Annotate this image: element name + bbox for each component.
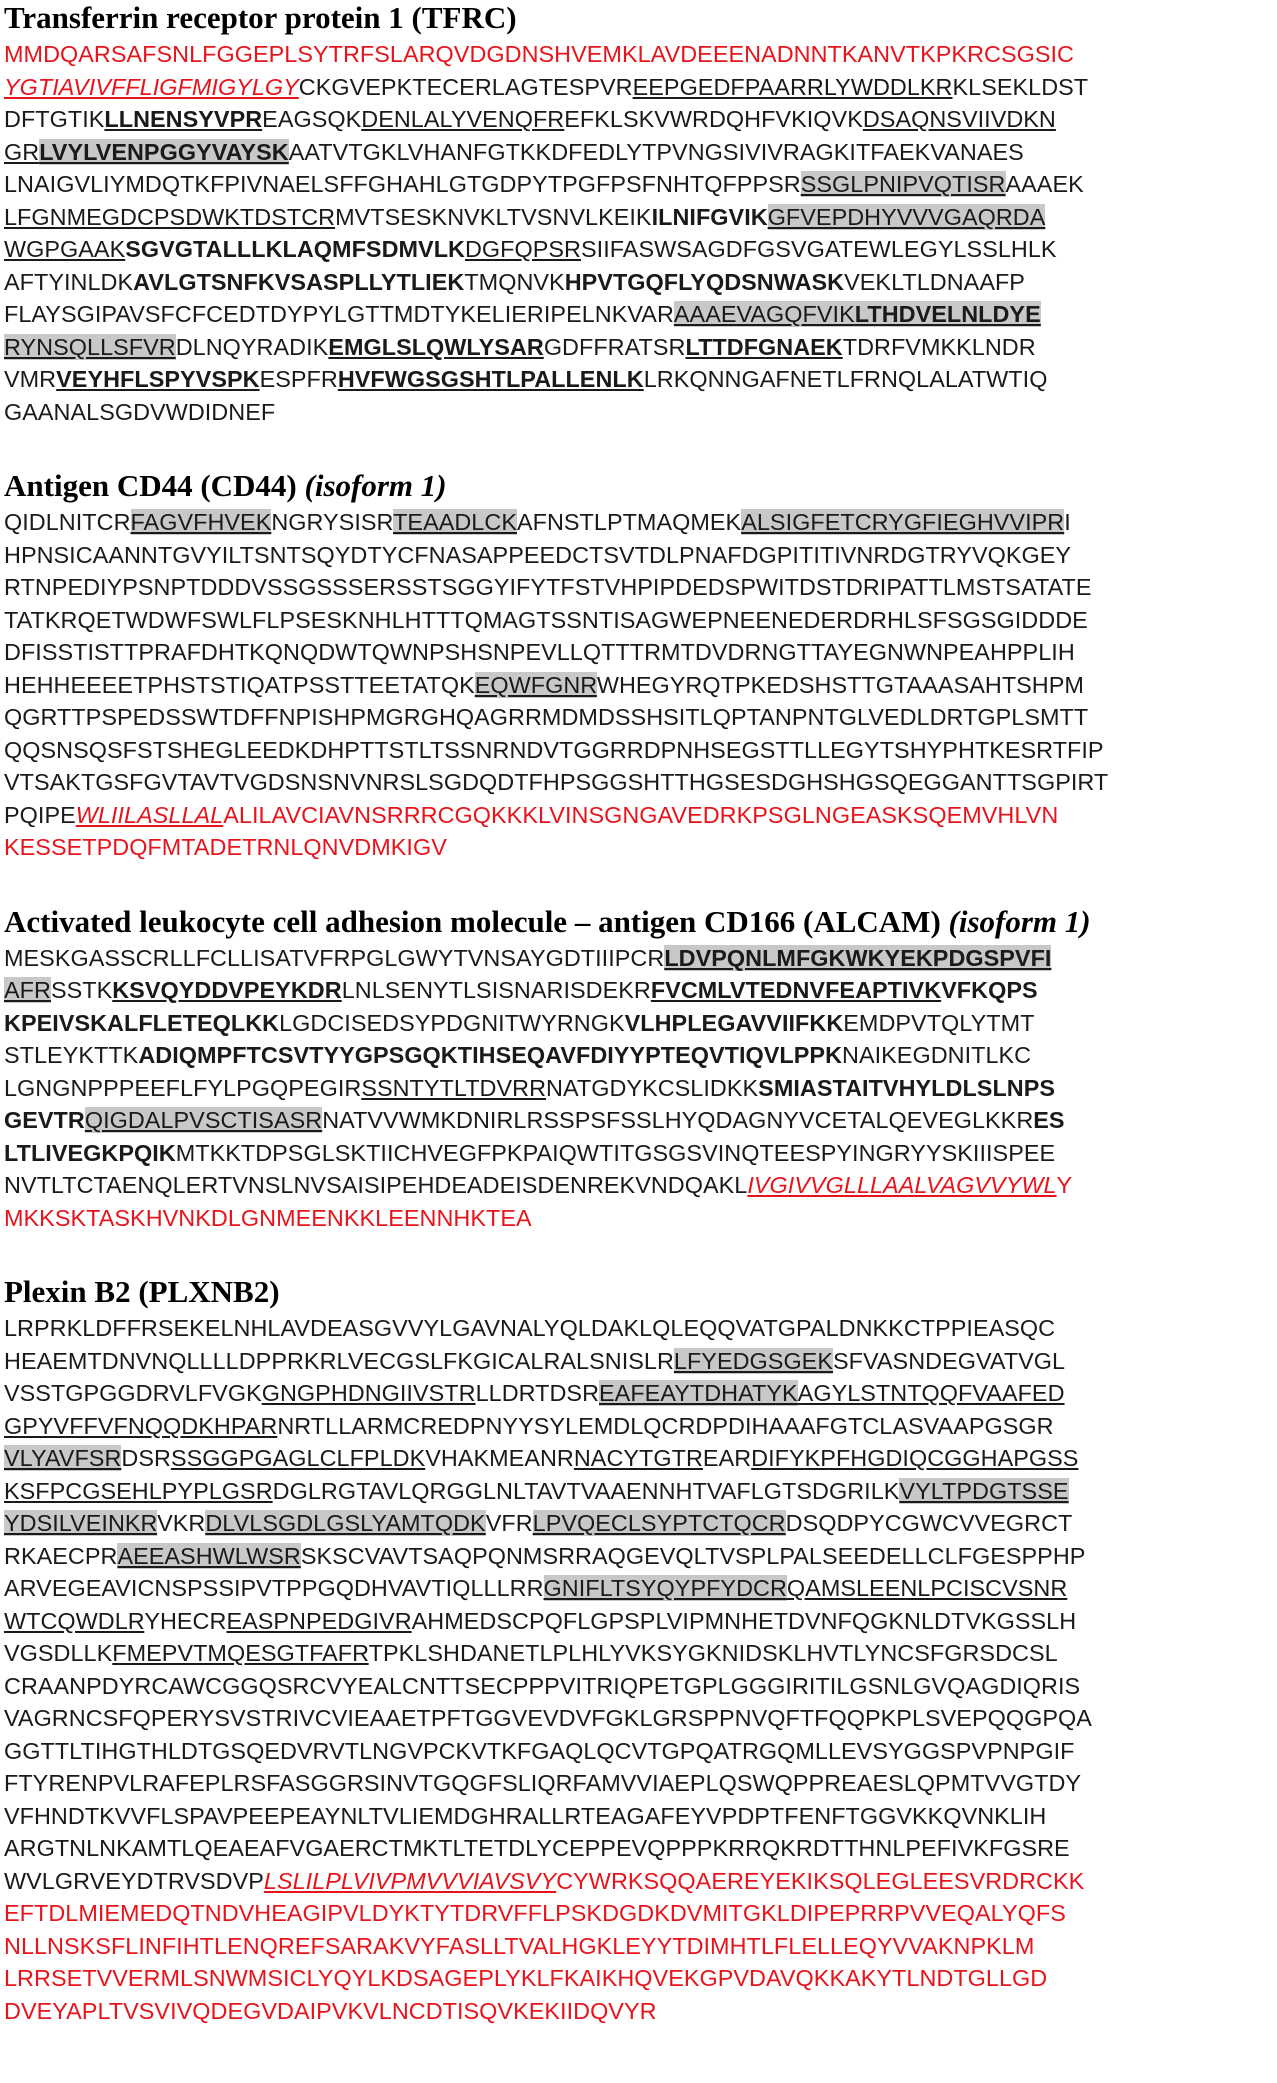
- sequence-segment: HEHHEEEETPHSTSTIQATPSSTTEETATQK: [4, 671, 475, 698]
- sequence-segment: GDFFRATSR: [543, 333, 686, 360]
- sequence-segment: DFISSTISTTPRAFDHTKQNQDWTQWNPSHSNPEVLLQTTTRMTDVDRNGTTAYEGNWNPEAHPPLIH: [4, 639, 1075, 665]
- bold-peptide: SGVGTALLLKLAQMFSDMVLK: [125, 236, 465, 262]
- bold-peptide: ILNIFGVIK: [651, 203, 768, 230]
- sequence-segment: MVTSESKNVKLTVSNVLKEIK: [335, 203, 652, 230]
- sequence-segment: NRTLLARMCREDPNYYSYLEMDLQCRDPDIHAAAFGTCLASVAAPGSGR: [277, 1412, 1054, 1439]
- sequence-segment: VTSAKTGSFGVTAVTVGDSNSNVNRSLSGDQDTFHPSGGSHTTHGSESDGHSHGSQEGGANTTSGPIRT: [4, 769, 1109, 795]
- sequence-segment: SFVASNDEGVATVGL: [833, 1347, 1066, 1374]
- sequence-segment: NATVVWMKDNIRLRSSPSFSSLHYQDAGNYVCETALQEVEGLKKR: [322, 1107, 1034, 1133]
- sequence-segment: RTNPEDIYPSNPTDDDVSSGSSSERSSTSGGYIFYTFSTVHPIPDEDSPWITDSTDRIPATTLMSTSATATE: [4, 574, 1092, 600]
- identified-peptide: TEAADLCK: [393, 509, 517, 535]
- identified-peptide: DLVLSGDLGSLYAMTQDK: [205, 1510, 486, 1536]
- sequence-line: [4, 1007, 1277, 1040]
- protein-section-cd44: [0, 466, 1277, 864]
- identified-peptide: FMEPVTMQESGTFAFR: [112, 1640, 369, 1666]
- sequence-segment: VHAKMEANR: [425, 1445, 574, 1471]
- transmembrane-segment: IVGIVVGLLLAALVAGVVYWL: [747, 1172, 1057, 1198]
- sequence-line: [4, 1800, 1277, 1833]
- bold-peptide: ES: [1033, 1107, 1065, 1133]
- sequence-segment: EAR: [702, 1445, 752, 1471]
- sequence-line: [4, 1377, 1277, 1410]
- sequence-segment: DSQDPYCGWCVVEGRCT: [785, 1510, 1073, 1536]
- identified-peptide: DGFQPSR: [464, 236, 581, 262]
- sequence-line: [4, 1104, 1277, 1137]
- sequence-segment: VGSDLLK: [4, 1640, 113, 1666]
- sequence-segment: TATKRQETWDWFSWLFLPSESKNHLHTTTQMAGTSSNTISAGWEPNEENEDERDRHLSFSGSGIDDDE: [4, 606, 1088, 633]
- sequence-segment: SSTK: [50, 977, 113, 1003]
- sequence-segment: VMR: [4, 366, 57, 392]
- cytoplasmic-segment: LRRSETVVERMLSNWMSICLYQYLKDSAGEPLYKLFKAIKHQVEKGPVDAVQKKAKYTLNDTGLLGD: [4, 1965, 1048, 1991]
- bold-peptide: ADIQMPFTCSVTYYGPSGQKTIHSEQAVFDIYYPTEQVTIQVLPPK: [138, 1042, 843, 1068]
- sequence-line: [4, 1169, 1277, 1202]
- sequence-line: [4, 1832, 1277, 1865]
- sequence-segment: NATGDYKCSLIDKK: [546, 1074, 759, 1101]
- sequence-line: [4, 136, 1277, 169]
- identified-peptide: WGPGAAK: [4, 236, 126, 262]
- sequence-line: [4, 1475, 1277, 1508]
- sequence-line: [4, 669, 1277, 702]
- identified-peptide: VEYHFLSPYVSPK: [56, 366, 260, 392]
- sequence-line: [4, 974, 1277, 1007]
- cytoplasmic-segment: MKKSKTASKHVNKDLGNMEENKKLEENNHKTEA: [4, 1204, 532, 1231]
- identified-peptide: AAAEVAGQFVIK: [673, 301, 855, 327]
- identified-peptide: LFGNMEGDCPSDWKTDSTCR: [4, 203, 336, 230]
- cytoplasmic-segment: DVEYAPLTVSVIVQDEGVDAIPVKVLNCDTISQVKEKIIDQVYR: [4, 1997, 657, 2024]
- sequence-line: [4, 331, 1277, 364]
- identified-peptide: KSVQYDDVPEYKDR: [112, 977, 342, 1003]
- protein-title: Transferrin receptor protein 1 (TFRC): [4, 0, 517, 35]
- identified-peptide: FVCMLVTEDNVFEAPTIVK: [650, 977, 942, 1003]
- sequence-segment: LLDRTDSR: [475, 1380, 600, 1406]
- sequence-segment: DFTGTIK: [4, 106, 105, 132]
- sequence-line: [4, 1670, 1277, 1703]
- sequence-segment: AFTYINLDK: [4, 268, 134, 295]
- sequence-line: [4, 168, 1277, 201]
- sequence-segment: NAIKEGDNITLKC: [842, 1042, 1032, 1068]
- bold-peptide: VFKQPS: [941, 977, 1038, 1003]
- bold-peptide: SMIASTAITVHYLDLSLNPS: [758, 1074, 1056, 1101]
- identified-peptide: LDVPQNLMFGKWKYEKPDGSPVFI: [664, 944, 1052, 971]
- identified-peptide: FAGVFHVEK: [130, 509, 272, 535]
- sequence-segment: EMDPVTQLYTMT: [843, 1009, 1035, 1036]
- transmembrane-segment: YGTIAVIVFFLIGFMIGYLGY: [4, 73, 299, 100]
- sequence-segment: QGRTTPSPEDSSWTDFFNPISHPMGRGHQAGRRMDMDSSHSITLQPTANPNTGLVEDLDRTGPLSMTT: [4, 704, 1089, 730]
- sequence-line: [4, 1202, 1277, 1235]
- sequence-line: [4, 799, 1277, 832]
- identified-peptide: YDSILVEINKR: [4, 1510, 158, 1536]
- isoform-label: (isoform 1): [948, 903, 1091, 939]
- sequence-segment: GAANALSGDVWDIDNEF: [4, 398, 276, 425]
- sequence-segment: NVTLTCTAENQLERTVNSLNVSAISIPEHDEADEISDENREKVNDQAKL: [4, 1172, 748, 1198]
- identified-peptide: QIGDALPVSCTISASR: [84, 1107, 323, 1133]
- sequence-segment: DLNQYRADIK: [175, 333, 329, 360]
- identified-peptide: DSAQNSVIIVDKN: [862, 106, 1056, 132]
- identified-peptide: KSFPCGSEHLPYPLGSR: [4, 1477, 273, 1504]
- sequence-segment: SIIFASWSAGDFGSVGATEWLEGYLSSLHLK: [581, 236, 1057, 262]
- sequence-segment: QIDLNITCR: [4, 509, 131, 535]
- identified-peptide: VYLTPDGTSSE: [899, 1477, 1069, 1504]
- sequence-segment: LNAIGVLIYMDQTKFPIVNAELSFFGHAHLGTGDPYTPGFPSFNHTQFPPSR: [4, 171, 801, 197]
- sequence-segment: ESPFR: [259, 366, 338, 392]
- sequence-line: [4, 831, 1277, 864]
- identified-peptide: GNIFLTSYQYPFYDCR: [543, 1575, 787, 1601]
- sequence-segment: AHMEDSCPQFLGPSPLVIPMNHETDVNFQGKNLDTVKGSSLH: [411, 1607, 1077, 1634]
- sequence-segment: VFHNDTKVVFLSPAVPEEPEAYNLTVLIEMDGHRALLRTEAGAFEYVPDPTFENFTGGVKKQVNKLIH: [4, 1802, 1047, 1829]
- sequence-segment: AATVTGKLVHANFGTKKDFEDLYTPVNGSIVIVRAGKITFAEKVANAES: [288, 138, 1024, 165]
- identified-peptide: AEEASHWLWSR: [117, 1542, 301, 1569]
- identified-peptide: RYNSQLLSFVR: [4, 333, 176, 360]
- sequence-segment: STLEYKTTK: [4, 1042, 139, 1068]
- sequence-line: [4, 1345, 1277, 1378]
- sequence-segment: PQIPE: [4, 801, 76, 828]
- identified-peptide: LTHDVELNLDYE: [854, 301, 1041, 327]
- sequence-segment: TDRFVMKKLNDR: [842, 333, 1036, 360]
- sequence-segment: LNLSENYTLSISNARISDEKR: [341, 977, 651, 1003]
- sequence-line: [4, 1865, 1277, 1898]
- identified-peptide: DIFYKPFHGDIQCGGHAPGSS: [751, 1445, 1079, 1471]
- sequence-segment: HPNSICAANNTGVYILTSNTSQYDTYCFNASAPPEEDCTSVTDLPNAFDGPITITIVNRDGTRYVQKGEY: [4, 541, 1072, 568]
- sequence-segment: RKAECPR: [4, 1542, 118, 1569]
- cytoplasmic-segment: CYWRKSQQAEREYEKIKSQLEGLEESVRDRCKK: [556, 1867, 1085, 1894]
- sequence-segment: EFKLSKVWRDQHFVKIQVK: [564, 106, 863, 132]
- sequence-segment: DSR: [121, 1445, 171, 1471]
- sequence-line: [4, 1995, 1277, 2028]
- identified-peptide: LLNENSYVPR: [104, 106, 263, 132]
- sequence-segment: QQSNSQSFSTSHEGLEEDKDHPTTSTLTSSNRNDVTGGRRDPNHSEGSTTLLEGYTSHYPHTKESRTFIP: [4, 736, 1104, 763]
- identified-peptide: NACYTGTR: [573, 1445, 703, 1471]
- sequence-segment: GGTTLTIHGTHLDTGSQEDVRVTLNGVPCKVTKFGAQLQCVTGPQATRGQMLLEVSYGGSPVPNPGIF: [4, 1737, 1075, 1764]
- sequence-segment: WHEGYRQTPKEDSHSTTGTAAASAHTSHPM: [596, 671, 1084, 698]
- identified-peptide: SSNTYTLTDVRR: [361, 1074, 547, 1101]
- sequence-line: [4, 363, 1277, 396]
- identified-peptide: EQWFGNR: [474, 671, 597, 698]
- bold-peptide: LTLIVEGKPQIK: [4, 1139, 176, 1166]
- identified-peptide: LVYLVENPGGYVAYSK: [39, 138, 289, 165]
- sequence-line: [4, 266, 1277, 299]
- cytoplasmic-segment: KESSETPDQFMTADETRNLQNVDMKIGV: [4, 834, 447, 860]
- sequence-segment: VSSTGPGGDRVLFVGK: [4, 1380, 262, 1406]
- sequence-line: [4, 766, 1277, 799]
- sequence-line: [4, 233, 1277, 266]
- sequence-line: [4, 571, 1277, 604]
- protein-section-tfrc: [0, 0, 1277, 428]
- bold-peptide: KPEIVSKALFLETEQLKK: [4, 1009, 280, 1036]
- identified-peptide: EAFEAYTDHATYK: [599, 1380, 798, 1406]
- sequence-segment: I: [1064, 509, 1071, 535]
- sequence-line: [4, 1039, 1277, 1072]
- identified-peptide: LFYEDGSGEK: [673, 1347, 833, 1374]
- sequence-line: [4, 396, 1277, 429]
- sequence-segment: CRAANPDYRCAWCGGQSRCVYEALCNTTSECPPPVITRIQPETGPLGGGIRITILGSNLGVQAGDIQRIS: [4, 1672, 1081, 1699]
- sequence-segment: AAAEK: [1005, 171, 1084, 197]
- protein-section-plxnb2: [0, 1272, 1277, 2027]
- protein-title: Plexin B2 (PLXNB2): [4, 1274, 280, 1309]
- cytoplasmic-segment: MMDQARSAFSNLFGGEPLSYTRFSLARQVDGDNSHVEMKLAVDEEENADNNTKANVTKPKRCSGSIC: [4, 41, 1074, 67]
- sequence-line: [4, 1312, 1277, 1345]
- identified-peptide: WTCQWDLR: [4, 1607, 145, 1634]
- sequence-line: [4, 636, 1277, 669]
- sequence-line: [4, 506, 1277, 539]
- sequence-line: [4, 1072, 1277, 1105]
- sequence-line: [4, 1930, 1277, 1963]
- bold-peptide: HPVTGQFLYQDSNWASK: [564, 268, 845, 295]
- bold-peptide: AVLGTSNFKVSASPLLYTLIEK: [133, 268, 465, 295]
- sequence-segment: LGDCISEDSYPDGNITWYRNGK: [279, 1009, 625, 1036]
- sequence-line: [4, 1410, 1277, 1443]
- protein-sequence: [4, 506, 1277, 864]
- isoform-label: (isoform 1): [304, 468, 447, 503]
- identified-peptide: EEPGEDFPAARRLYWDDLKR: [632, 73, 953, 100]
- sequence-segment: AFNSTLPTMAQMEK: [516, 509, 742, 535]
- sequence-line: [4, 701, 1277, 734]
- transmembrane-segment: LSLILPLVIVPMVVVIAVSVY: [263, 1867, 557, 1894]
- sequence-segment: YHECR: [144, 1607, 227, 1634]
- sequence-line: [4, 1962, 1277, 1995]
- sequence-line: [4, 942, 1277, 975]
- sequence-line: [4, 71, 1277, 104]
- sequence-line: [4, 539, 1277, 572]
- sequence-line: [4, 1735, 1277, 1768]
- sequence-segment: DGLRGTAVLQRGGLNLTAVTVAAENNHTVAFLGTSDGRILK: [272, 1477, 900, 1504]
- protein-sequence: [4, 942, 1277, 1235]
- identified-peptide: GPYVFFVFNQQDKHPAR: [4, 1412, 278, 1439]
- identified-peptide: AFR: [4, 977, 51, 1003]
- sequence-line: [4, 1442, 1277, 1475]
- identified-peptide: GNGPHDNGIIVSTR: [261, 1380, 476, 1406]
- identified-peptide: QAMSLEENLPCISCVSNR: [786, 1575, 1068, 1601]
- protein-title: Activated leukocyte cell adhesion molecule – antigen CD166 (ALCAM) (isoform 1): [4, 903, 1091, 939]
- identified-peptide: ALSIGFETCRYGFIEGHVVIPR: [741, 509, 1065, 535]
- sequence-segment: VEKLTLDNAAFP: [844, 268, 1025, 295]
- protein-sequence: [4, 1312, 1277, 2027]
- sequence-segment: TMQNVK: [464, 268, 565, 295]
- sequence-line: [4, 38, 1277, 71]
- sequence-segment: LGNGNPPPEEFLFYLPGQPEGIR: [4, 1074, 362, 1101]
- sequence-segment: FLAYSGIPAVSFCFCEDTDYPYLGTTMDTYKELIERIPELNKVAR: [4, 301, 674, 327]
- sequence-segment: HEAEMTDNVNQLLLLDPPRKRLVECGSLFKGICALRALSNISLR: [4, 1347, 674, 1374]
- sequence-segment: MTKKTDPSGLSKTIICHVEGFPKPAIQWTITGSGSVINQTEESPYINGRYYSKIIISPEE: [175, 1139, 1056, 1166]
- sequence-segment: LRKQNNGAFNETLFRNQLALATWTIQ: [643, 366, 1048, 392]
- cytoplasmic-segment: Y: [1056, 1172, 1073, 1198]
- identified-peptide: AGYLSTNTQQFVAAFED: [797, 1380, 1065, 1406]
- sequence-segment: LRPRKLDFFRSEKELNHLAVDEASGVVYLGAVNALYQLDAKLQLEQQVATGPALDNKKCTPPIEASQC: [4, 1315, 1056, 1341]
- identified-peptide: HVFWGSGSHTLPALLENLK: [337, 366, 644, 392]
- sequence-segment: TPKLSHDANETLPLHLYVKSYGKNIDSKLHVTLYNCSFGRSDCSL: [368, 1640, 1058, 1666]
- sequence-line: [4, 1540, 1277, 1573]
- sequence-line: [4, 1507, 1277, 1540]
- sequence-segment: VAGRNCSFQPERYSVSTRIVCVIEAAETPFTGGVEVDVFGKLGRSPPNVQFTFQQPKPLSVEPQQGPQA: [4, 1705, 1092, 1731]
- sequence-segment: VKR: [157, 1510, 206, 1536]
- sequence-segment: MESKGASSCRLLFCLLISATVFRPGLGWYTVNSAYGDTIIIPCR: [4, 944, 665, 971]
- sequence-line: [4, 1137, 1277, 1170]
- sequence-segment: KLSEKLDST: [952, 73, 1089, 100]
- bold-peptide: GEVTR: [4, 1107, 85, 1133]
- identified-peptide: DENLALYVENQFR: [361, 106, 565, 132]
- identified-peptide: EASPNPEDGIVR: [226, 1607, 412, 1634]
- sequence-line: [4, 1767, 1277, 1800]
- identified-peptide: LTTDFGNAEK: [685, 333, 843, 360]
- identified-peptide: GFVEPDHYVVVGAQRDA: [767, 203, 1046, 230]
- sequence-line: [4, 1605, 1277, 1638]
- bold-peptide: VLHPLEGAVVIIFKK: [624, 1009, 844, 1036]
- identified-peptide: EMGLSLQWLYSAR: [328, 333, 544, 360]
- cytoplasmic-segment: NLLNSKSFLINFIHTLENQREFSARAKVYFASLLTVALHGKLEYYTDIMHTLFLELLEQYVVAKNPKLM: [4, 1932, 1035, 1959]
- sequence-line: [4, 734, 1277, 767]
- sequence-segment: VFR: [485, 1510, 533, 1536]
- identified-peptide: VLYAVFSR: [4, 1445, 122, 1471]
- sequence-line: [4, 1702, 1277, 1735]
- protein-title: Antigen CD44 (CD44) (isoform 1): [4, 468, 447, 503]
- cytoplasmic-segment: ALILAVCIAVNSRRRCGQKKKLVINSGNGAVEDRKPSGLNGEASKSQEMVHLVN: [223, 801, 1059, 828]
- sequence-segment: CKGVEPKTECERLAGTESPVR: [298, 73, 633, 100]
- sequence-segment: EAGSQK: [262, 106, 362, 132]
- sequence-segment: SKSCVAVTSAQPQNMSRRAQGEVQLTVSPLPALSEEDELLCLFGESPPHP: [300, 1542, 1086, 1569]
- sequence-line: [4, 1897, 1277, 1930]
- sequence-segment: NGRYSISR: [271, 509, 394, 535]
- sequence-segment: ARGTNLNKAMTLQEAEAFVGAERCTMKTLTETDLYCEPPEVQPPPKRRQKRDTTHNLPEFIVKFGSRE: [4, 1835, 1070, 1861]
- sequence-line: [4, 1637, 1277, 1670]
- protein-sequence: [4, 38, 1277, 428]
- sequence-line: [4, 1572, 1277, 1605]
- identified-peptide: GR: [4, 138, 40, 165]
- identified-peptide: SSGGPGAGLCLFPLDK: [170, 1445, 426, 1471]
- cytoplasmic-segment: EFTDLMIEMEDQTNDVHEAGIPVLDYKTYTDRVFFLPSKDGDKDVMITGKLDIPEPRRPVVEQALYQFS: [4, 1900, 1066, 1926]
- protein-section-alcam: [0, 902, 1277, 1235]
- sequence-line: [4, 103, 1277, 136]
- transmembrane-segment: WLIILASLLAL: [75, 801, 224, 828]
- sequence-segment: FTYRENPVLRAFEPLRSFASGGRSINVTGQGFSLIQRFAMVVIAEPLQSWQPPREAESLQPMTVVGTDY: [4, 1770, 1082, 1796]
- sequence-line: [4, 201, 1277, 234]
- sequence-segment: ARVEGEAVICNSPSSIPVTPPGQDHVAVTIQLLLRR: [4, 1575, 544, 1601]
- sequence-line: [4, 298, 1277, 331]
- identified-peptide: LPVQECLSYPTCTQCR: [532, 1510, 786, 1536]
- sequence-line: [4, 604, 1277, 637]
- identified-peptide: SSGLPNIPVQTISR: [800, 171, 1006, 197]
- sequence-segment: WVLGRVEYDTRVSDVP: [4, 1867, 264, 1894]
